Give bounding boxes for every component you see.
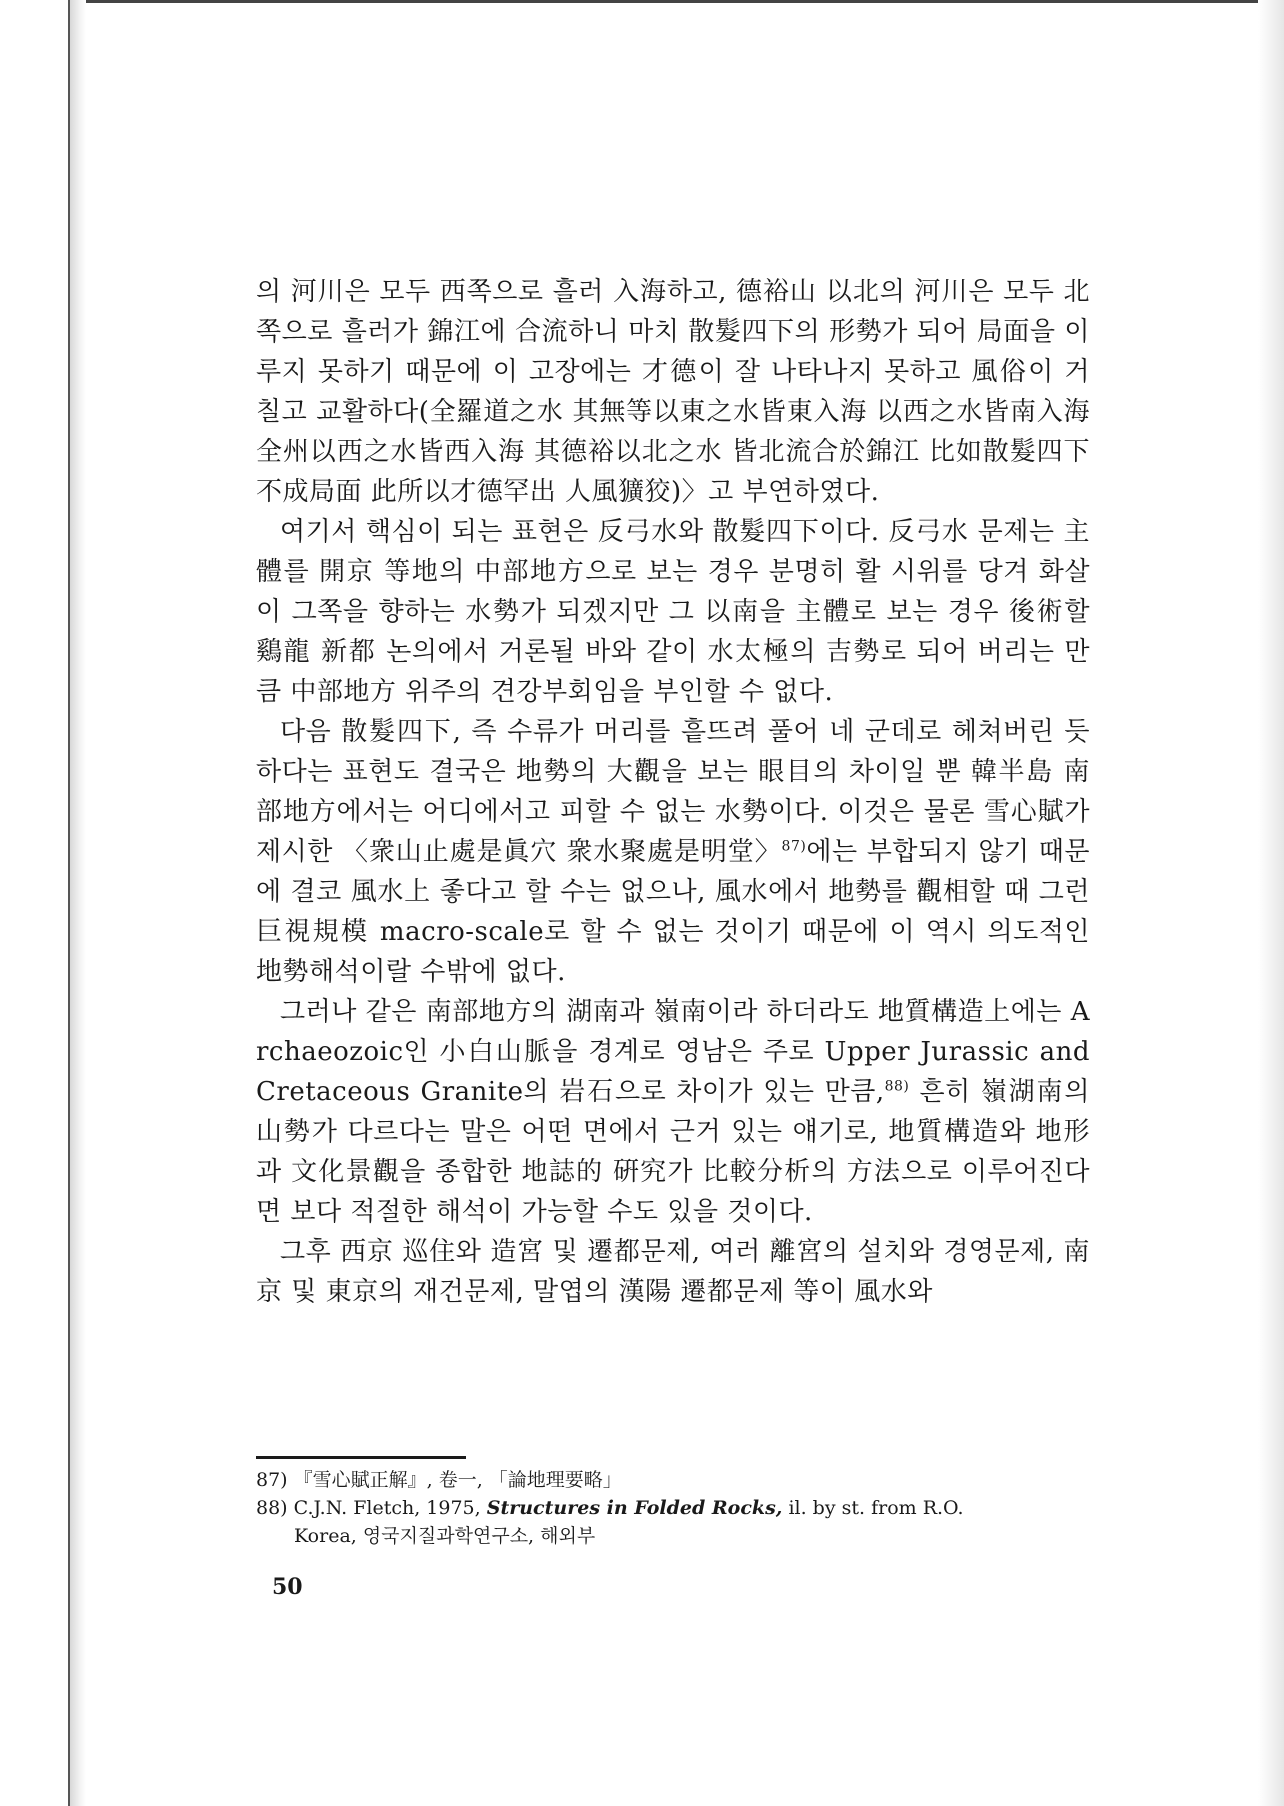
page-binding-edge — [68, 0, 86, 1806]
main-text — [256, 272, 1090, 1312]
paragraph-4-text-b: 흔히 嶺湖南의 山勢가 다르다는 말은 어떤 면에서 근거 있는 얘기로, 地質構造와 地形과 文化景觀을 종합한 地誌的 硏究가 比較分析의 方法으로 이루어진다면 보다 적절한 해석이 가능할 수도 있을 것이다. — [256, 1077, 1090, 1227]
footnote-ref-87: 87) — [781, 838, 807, 855]
footnote-88-title: Structures in Folded Rocks, — [486, 1497, 783, 1519]
page-top-edge — [70, 0, 1260, 3]
paragraph-2: 여기서 핵심이 되는 표현은 反弓水와 散髮四下이다. 反弓水 문제는 主體를 開京 等地의 中部地方으로 보는 경우 분명히 활 시위를 당겨 화살이 그쪽을 향하는 水勢가 되겠지만 그 以南을 主體로 보는 경우 後術할 鷄龍 新都 논의에서 거론될 바와 같이 水太極의 吉勢로 되어 버리는 만큼 中部地方 위주의 견강부회임을 부인할 수 없다. — [256, 517, 1090, 707]
footnote-88-lead: 88) C.J.N. Fletch, 1975, — [256, 1497, 487, 1519]
footnote-88-tail: il. by st. from R.O. — [782, 1497, 964, 1519]
paragraph-3-text-a: 다음 散髮四下, 즉 수류가 머리를 흩뜨려 풀어 네 군데로 헤쳐버린 듯하다는 표현도 결국은 地勢의 大觀을 보는 眼目의 차이일 뿐 韓半島 南部地方에서는 어디에서고 피할 수 없는 水勢이다. 이것은 물론 雪心賦가 제시한 〈衆山止處是眞穴 衆水聚處是明堂〉 — [256, 717, 1090, 867]
footnote-88 — [256, 1494, 1090, 1550]
page-number: 50 — [272, 1574, 303, 1600]
footnote-88-continuation: Korea, 영국지질과학연구소, 해외부 — [294, 1525, 596, 1547]
paragraph-4 — [256, 992, 1090, 1232]
paragraph-4-text-a: 그러나 같은 南部地方의 湖南과 嶺南이라 하더라도 地質構造上에는 Archaeozoic인 小白山脈을 경계로 영남은 주로 Upper Jurassic and Cretaceous Granite의 岩石으로 차이가 있는 만큼, — [256, 997, 1090, 1107]
footnotes — [256, 1466, 1090, 1550]
footnote-ref-88: 88) — [884, 1078, 910, 1095]
footnote-87: 87) 『雪心賦正解』, 卷一, 「論地理要略」 — [256, 1469, 622, 1491]
paragraph-3 — [256, 712, 1090, 992]
footnote-divider — [256, 1456, 466, 1459]
page-right-shadow — [1258, 0, 1284, 1806]
paragraph-5: 그후 西京 巡住와 造宮 및 遷都문제, 여러 離宮의 설치와 경영문제, 南京 및 東京의 재건문제, 말엽의 漢陽 遷都문제 等이 風水와 — [256, 1237, 1090, 1307]
paragraph-3-text-b: 에는 부합되지 않기 때문에 결코 風水上 좋다고 할 수는 없으나, 風水에서 地勢를 觀相할 때 그런 巨視規模 macro-scale로 할 수 없는 것이기 때문에 이 역시 의도적인 地勢해석이랄 수밖에 없다. — [256, 837, 1090, 987]
paragraph-1: 의 河川은 모두 西쪽으로 흘러 入海하고, 德裕山 以北의 河川은 모두 北쪽으로 흘러가 錦江에 合流하니 마치 散髮四下의 形勢가 되어 局面을 이루지 못하기 때문에 이 고장에는 才德이 잘 나타나지 못하고 風俗이 거칠고 교활하다(全羅道之水 其無等以東之水皆東入海 以西之水皆南入海 全州以西之水皆西入海 其德裕以北之水 皆北流合於錦江 比如散髮四下 不成局面 此所以才德罕出 人風獷狡)〉고 부연하였다. — [256, 277, 1090, 507]
